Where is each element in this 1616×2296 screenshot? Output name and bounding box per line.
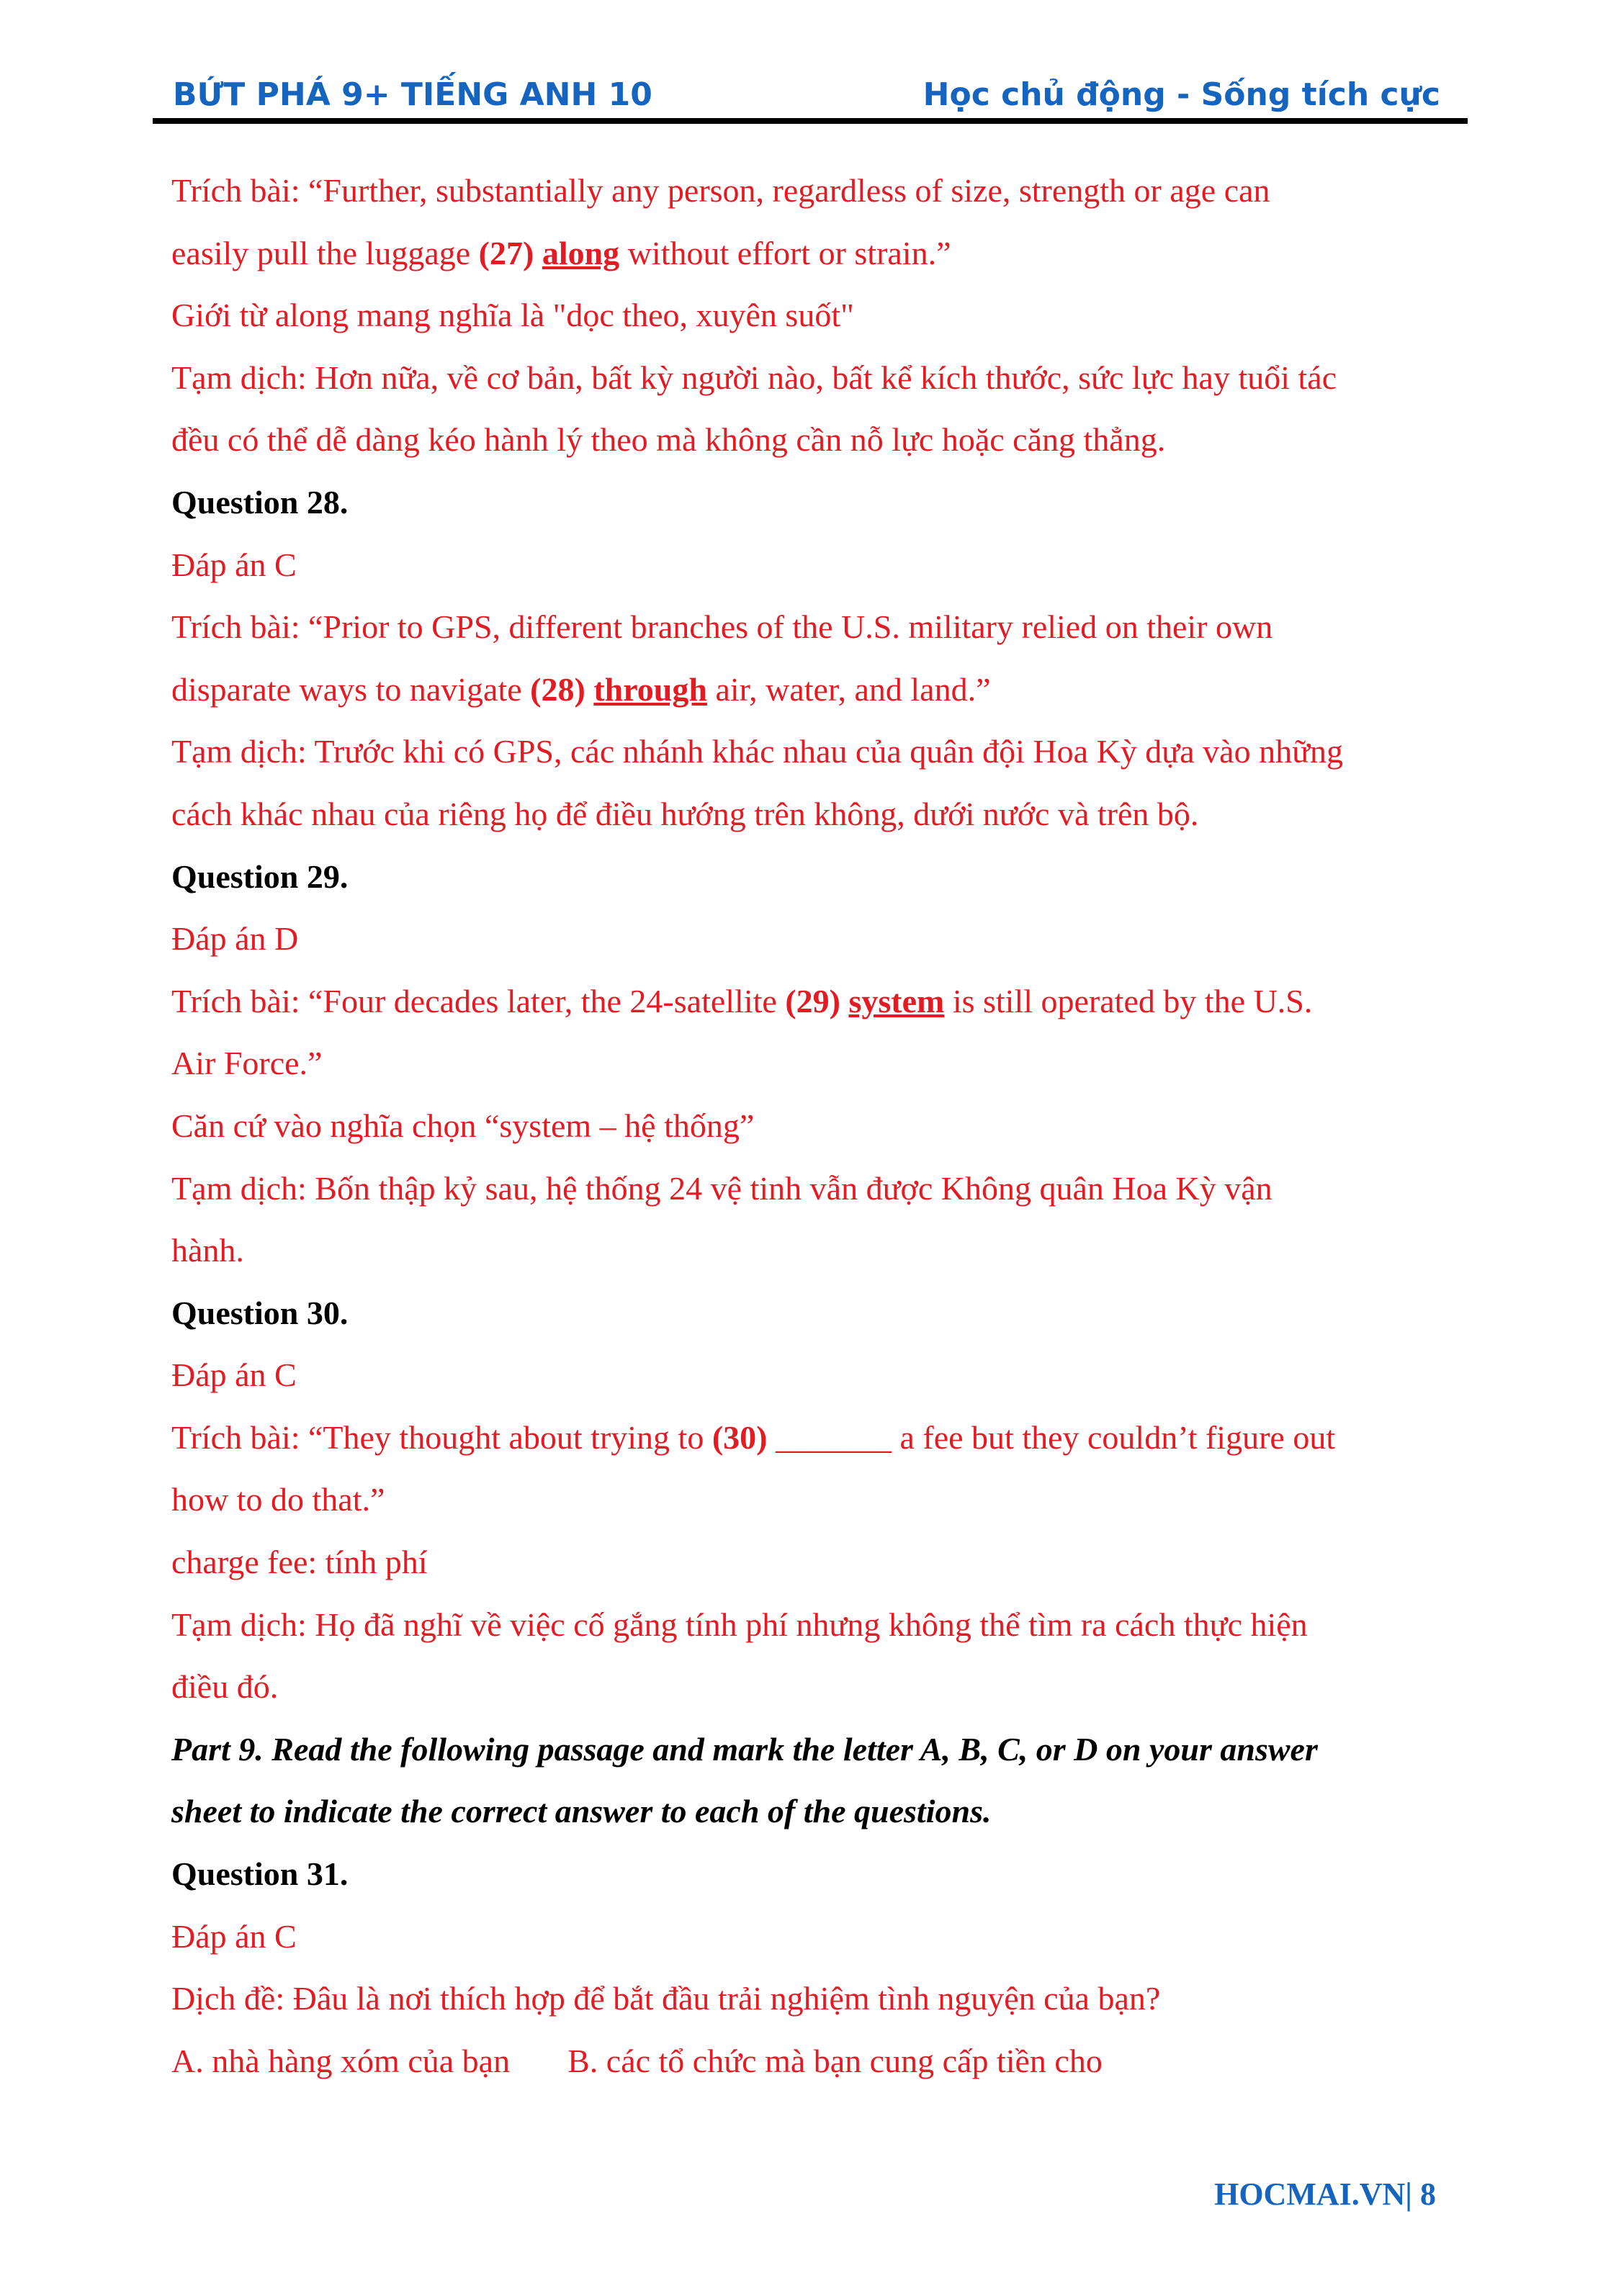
- header-slogan: Học chủ động - Sống tích cực: [923, 76, 1440, 113]
- q27-quote-post: without effort or strain.”: [619, 234, 951, 271]
- q28-answer-key: Đáp án C: [171, 546, 297, 583]
- q29-title: Question 29.: [171, 857, 349, 895]
- q30-quote-line-1: [171, 1407, 1460, 1469]
- header-book-title: BỨT PHÁ 9+ TIẾNG ANH 10: [173, 76, 652, 113]
- q29-answer-key: Đáp án D: [171, 920, 299, 958]
- q28-quote-post: air, water, and land.”: [706, 670, 991, 708]
- q28-title: Question 28.: [171, 483, 349, 521]
- q31-option-b: B. các tổ chức mà bạn cung cấp tiền cho: [567, 2042, 1103, 2079]
- part9-instruction-1: Part 9. Read the following passage and mark the letter A, B, C, or D on your answer: [171, 1730, 1318, 1768]
- q31-option-a: A. nhà hàng xóm của bạn: [171, 2042, 511, 2079]
- q29-quote-pre: Trích bài: “Four decades later, the 24-satellite: [171, 982, 786, 1019]
- q30-number: (30): [712, 1418, 768, 1456]
- q29-translation-2: hành.: [171, 1232, 244, 1269]
- header-divider: [153, 118, 1468, 124]
- q31-question: Dịch đề: Đâu là nơi thích hợp để bắt đầu trải nghiệm tình nguyện của bạn?: [171, 1980, 1161, 2017]
- q30-quote-line-2: how to do that.”: [171, 1481, 385, 1518]
- page-footer: HOCMAI.VN| 8: [1214, 2176, 1436, 2212]
- q28-translation-1: Tạm dịch: Trước khi có GPS, các nhánh khác nhau của quân đội Hoa Kỳ dựa vào những: [171, 733, 1344, 770]
- q28-answer-word: through: [593, 670, 707, 708]
- q30-note: charge fee: tính phí: [171, 1544, 428, 1581]
- q30-quote-pre: Trích bài: “They thought about trying to: [171, 1418, 712, 1456]
- q27-quote-line-2: [171, 222, 1460, 285]
- part9-instruction-2: sheet to indicate the correct answer to each of the questions.: [171, 1793, 992, 1830]
- q29-quote-post: is still operated by the U.S.: [944, 982, 1313, 1019]
- q27-quote-pre: easily pull the luggage: [171, 234, 479, 271]
- q28-quote-pre: disparate ways to navigate: [171, 670, 531, 708]
- q30-answer-key: Đáp án C: [171, 1356, 297, 1394]
- q31-title: Question 31.: [171, 1855, 349, 1893]
- q31-options: [171, 2030, 1460, 2093]
- q27-note: Giới từ along mang nghĩa là "dọc theo, xuyên suốt": [171, 297, 854, 334]
- q28-translation-2: cách khác nhau của riêng họ để điều hướng trên không, dưới nước và trên bộ.: [171, 795, 1199, 832]
- q29-answer-word: system: [848, 982, 945, 1019]
- q27-quote-line-1: Trích bài: “Further, substantially any person, regardless of size, strength or age can: [171, 172, 1270, 209]
- q28-quote-line-2: [171, 659, 1460, 721]
- q30-quote-post: _______ a fee but they couldn’t figure out: [767, 1418, 1336, 1456]
- q27-translation-2: đều có thể dễ dàng kéo hành lý theo mà không cần nỗ lực hoặc căng thẳng.: [171, 421, 1166, 459]
- q28-number: (28): [530, 670, 585, 708]
- q30-translation-1: Tạm dịch: Họ đã nghĩ về việc cố gắng tính phí nhưng không thể tìm ra cách thực hiện: [171, 1606, 1308, 1643]
- q29-translation-1: Tạm dịch: Bốn thập kỷ sau, hệ thống 24 vệ tinh vẫn được Không quân Hoa Kỳ vận: [171, 1169, 1272, 1207]
- q27-translation-1: Tạm dịch: Hơn nữa, về cơ bản, bất kỳ người nào, bất kể kích thước, sức lực hay tuổi tác: [171, 359, 1337, 396]
- q28-quote-line-1: Trích bài: “Prior to GPS, different branches of the U.S. military relied on their own: [171, 608, 1273, 646]
- page-header: [170, 71, 1468, 128]
- q30-title: Question 30.: [171, 1294, 349, 1331]
- q31-answer-key: Đáp án C: [171, 1917, 297, 1955]
- q29-quote-line-1: [171, 971, 1460, 1033]
- page-content: [171, 160, 1460, 2092]
- q29-note: Căn cứ vào nghĩa chọn “system – hệ thống”: [171, 1107, 755, 1144]
- q27-number: (27): [478, 234, 534, 271]
- q29-number: (29): [785, 982, 840, 1019]
- q30-translation-2: điều đó.: [171, 1668, 279, 1706]
- q27-answer-word: along: [542, 234, 620, 271]
- q29-quote-line-2: Air Force.”: [171, 1045, 323, 1082]
